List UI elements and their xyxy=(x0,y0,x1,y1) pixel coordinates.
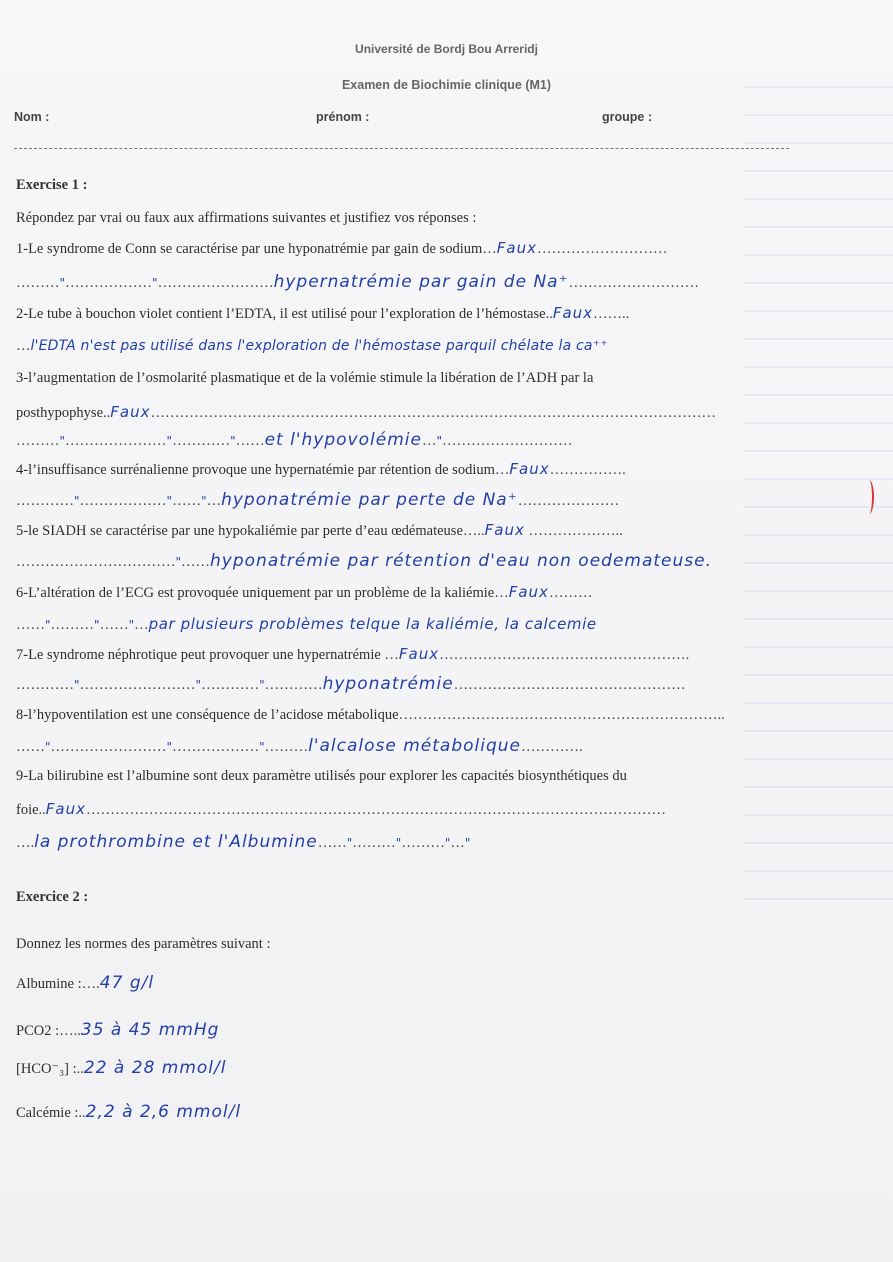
q9-justification-line: ….la prothrombine et l'Albumine……"………"………"…" xyxy=(16,832,471,852)
q4-text: 4-l’insuffisance surrénalienne provoque une hypernatémie par rétention de sodium xyxy=(16,462,495,478)
param-label: PCO2 : xyxy=(16,1023,60,1039)
q5-justification: hyponatrémie par rétention d'eau non oedemateuse. xyxy=(210,551,713,571)
exam-title: Examen de Biochimie clinique (M1) xyxy=(341,78,552,92)
q5-answer: Faux xyxy=(484,521,525,539)
q9-line-b: foie..Faux………………………………………………………………………………………………………… xyxy=(16,800,667,818)
q3-justification-line: ………"…………………"…………"……et l'hypovolémie…"……………………… xyxy=(16,430,573,450)
q2-line: 2-Le tube à bouchon violet contient l’EDTA, il est utilisé pour l’exploration de l’hémostase..Faux…….. xyxy=(16,304,630,322)
q1-justification: hypernatrémie par gain de Na⁺ xyxy=(273,272,569,292)
param-value: 2,2 à 2,6 mmol/l xyxy=(85,1102,242,1122)
q6-answer: Faux xyxy=(508,583,549,601)
q9-text-b: foie xyxy=(16,802,39,818)
groupe-label: groupe : xyxy=(602,110,652,124)
param-value: 22 à 28 mmol/l xyxy=(83,1058,227,1078)
q6-line: 6-L’altération de l’ECG est provoquée uniquement par un problème de la kaliémie…Faux……… xyxy=(16,583,593,601)
separator-line xyxy=(14,148,789,149)
q1-justification-line: ………"………………"……………………hypernatrémie par gain de Na⁺……………………… xyxy=(16,272,700,292)
q8-line: 8-l’hypoventilation est une conséquence de l’acidose métabolique………………………………………………………….. xyxy=(16,707,725,723)
q6-text: 6-L’altération de l’ECG est provoquée uniquement par un problème de la kaliémie xyxy=(16,585,495,601)
q1-line: 1-Le syndrome de Conn se caractérise par une hyponatrémie par gain de sodium…Faux……………………… xyxy=(16,239,668,257)
exercise1-title: Exercise 1 : xyxy=(16,177,88,193)
q3-justification: et l'hypovolémie xyxy=(264,430,422,450)
q9-line-a: 9-La bilirubine est l’albumine sont deux paramètre utilisés pour explorer les capacités biosynthétiques du xyxy=(16,768,627,784)
q1-answer: Faux xyxy=(496,239,537,257)
q8-justification-line: ……"……………………"………………"………l'alcalose métabolique…………. xyxy=(16,736,583,756)
q4-justification-line: …………"………………"……"…hyponatrémie par perte de Na⁺………………… xyxy=(16,490,620,510)
param-pco2: PCO2 :…..35 à 45 mmHg xyxy=(16,1020,220,1040)
q6-justification: par plusieurs problèmes telque la kaliémie, la calcemie xyxy=(148,615,597,633)
q3-line-a: 3-l’augmentation de l’osmolarité plasmatique et de la volémie stimule la libération de l’ADH par la xyxy=(16,370,594,386)
q5-justification-line: ……………………………"……hyponatrémie par rétention d'eau non oedemateuse. xyxy=(16,551,713,571)
q8-justification: l'alcalose métabolique xyxy=(308,736,522,756)
q2-text: 2-Le tube à bouchon violet contient l’EDTA, il est utilisé pour l’exploration de l’hémostase xyxy=(16,306,546,322)
q2-answer: Faux xyxy=(552,304,594,322)
q4-answer: Faux xyxy=(509,460,550,478)
q6-justification-line: ……"………"……"…par plusieurs problèmes telque la kaliémie, la calcemie xyxy=(16,615,597,633)
q2-justification-line: …l'EDTA n'est pas utilisé dans l'exploration de l'hémostase parquil chélate la ca⁺⁺ xyxy=(16,338,608,354)
exercise2-instruction: Donnez les normes des paramètres suivant : xyxy=(16,936,271,952)
param-calcemie: Calcémie :..2,2 à 2,6 mmol/l xyxy=(16,1102,242,1122)
exercise1-instruction: Répondez par vrai ou faux aux affirmations suivantes et justifiez vos réponses : xyxy=(16,210,477,226)
q3-line-b: posthypophyse..Faux……………………………………………………………………………………………………… xyxy=(16,403,716,421)
red-margin-mark xyxy=(864,480,874,514)
param-value: 35 à 45 mmHg xyxy=(80,1020,220,1040)
nom-label: Nom : xyxy=(14,110,50,124)
prenom-label: prénom : xyxy=(316,110,370,124)
university-name: Université de Bordj Bou Arreridj xyxy=(355,42,538,56)
q2-justification: l'EDTA n'est pas utilisé dans l'exploration de l'hémostase parquil chélate la ca⁺⁺ xyxy=(30,338,608,354)
q3-answer: Faux xyxy=(110,403,151,421)
q7-answer: Faux xyxy=(398,645,440,663)
q8-text: 8-l’hypoventilation est une conséquence de l’acidose métabolique xyxy=(16,707,399,723)
param-albumine: Albumine :….47 g/l xyxy=(16,973,155,993)
param-label: [HCO⁻₃] : xyxy=(16,1061,77,1077)
q7-justification-line: …………"……………………"…………"…………hyponatrémie………………………………………… xyxy=(16,674,686,694)
param-label: Albumine : xyxy=(16,976,82,992)
param-label: Calcémie : xyxy=(16,1105,79,1121)
q5-text: 5-le SIADH se caractérise par une hypokaliémie par perte d’eau œdémateuse xyxy=(16,523,463,539)
param-value: 47 g/l xyxy=(99,973,155,993)
q9-justification: la prothrombine et l'Albumine xyxy=(34,832,318,852)
q9-answer: Faux xyxy=(45,800,87,818)
q7-justification: hyponatrémie xyxy=(322,674,454,694)
exercise2-title: Exercice 2 : xyxy=(16,889,89,905)
q1-text: 1-Le syndrome de Conn se caractérise par une hyponatrémie par gain de sodium xyxy=(16,241,483,257)
q3-text-b: posthypophyse xyxy=(16,405,103,421)
q4-line: 4-l’insuffisance surrénalienne provoque une hypernatémie par rétention de sodium…Faux……………. xyxy=(16,460,626,478)
q4-justification: hyponatrémie par perte de Na⁺ xyxy=(221,490,518,510)
q7-text: 7-Le syndrome néphrotique peut provoquer une hypernatrémie xyxy=(16,647,381,663)
param-hco3: [HCO⁻₃] :..22 à 28 mmol/l xyxy=(16,1058,227,1078)
q5-line: 5-le SIADH se caractérise par une hypokaliémie par perte d’eau œdémateuse…..Faux ……………….. xyxy=(16,521,623,539)
q7-line: 7-Le syndrome néphrotique peut provoquer une hypernatrémie …Faux……………………………………………. xyxy=(16,645,690,663)
